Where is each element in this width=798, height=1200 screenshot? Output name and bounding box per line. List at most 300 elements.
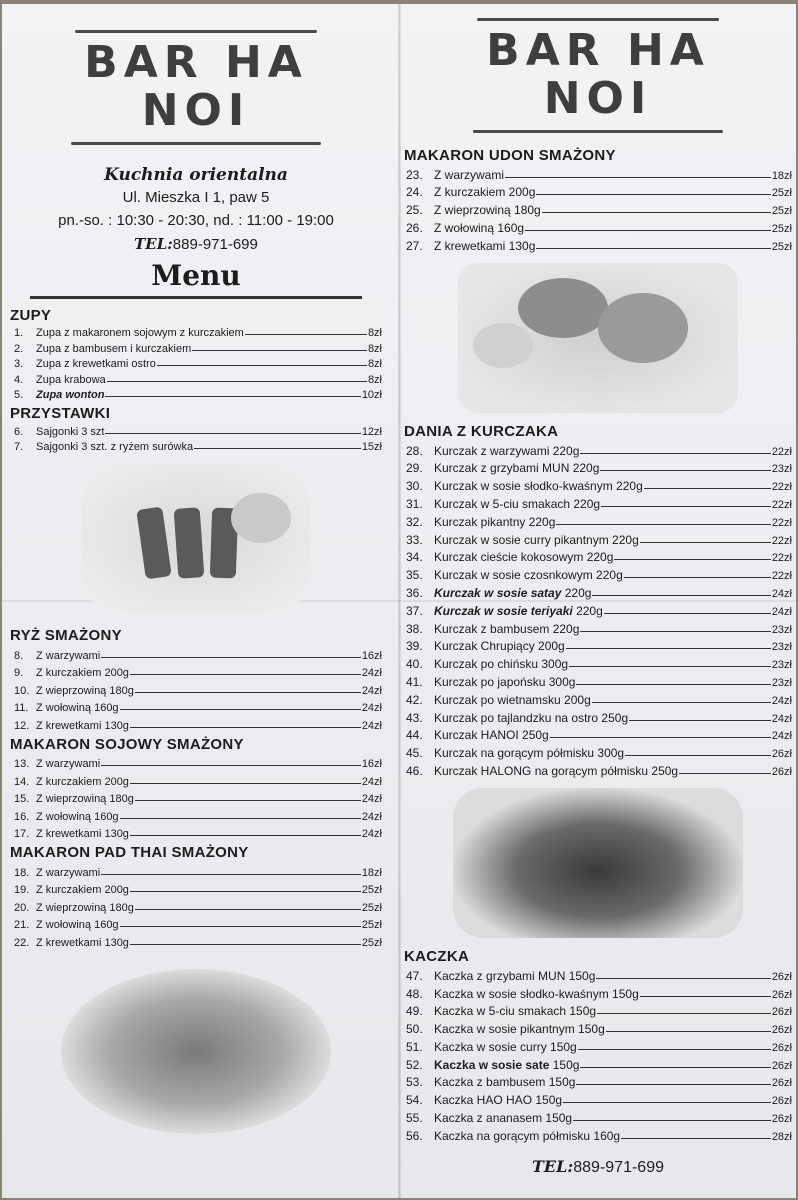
- item-number: 4.: [14, 373, 24, 386]
- item-name-text: Kaczka HAO HAO 150g: [434, 1093, 563, 1108]
- item-name: [434, 1040, 577, 1054]
- leader-line: [600, 470, 770, 471]
- leader-line: [640, 542, 771, 543]
- item-name: [36, 919, 119, 931]
- item-number: 13.: [14, 758, 30, 771]
- menu-item: [404, 564, 792, 582]
- leader-line: [569, 666, 771, 667]
- leader-line: [606, 1031, 771, 1032]
- item-price: 24zł: [361, 684, 382, 697]
- item-name: [434, 1111, 572, 1125]
- item-number: 6.: [14, 425, 24, 438]
- item-name-text: Kurczak w sosie czosnkowym 220g: [434, 568, 623, 583]
- item-name-text: Kurczak w sosie curry pikantnym 220g: [434, 532, 639, 547]
- menu-item: [404, 199, 792, 217]
- menu-item: [10, 386, 382, 402]
- item-price: 22zł: [771, 552, 792, 565]
- item-name: [36, 828, 129, 840]
- menu-item: [10, 339, 382, 355]
- item-name: [36, 685, 134, 697]
- item-name-text: Z wieprzowiną 180g: [36, 684, 134, 697]
- leader-line: [101, 657, 361, 658]
- menu-item: [404, 636, 792, 654]
- item-number: 27.: [406, 238, 423, 253]
- item-price: 18zł: [361, 866, 382, 879]
- item-name-text: Kaczka w 5-ciu smakach 150g: [434, 1004, 597, 1019]
- menu-item: [404, 1036, 792, 1054]
- item-name: [36, 374, 106, 386]
- item-number: 54.: [406, 1093, 423, 1108]
- item-name: [36, 650, 100, 662]
- item-price: 24zł: [361, 810, 382, 823]
- section-title-ryz: RYŻ SMAŻONY: [10, 627, 122, 645]
- menu-item: [404, 511, 792, 529]
- item-number: 34.: [406, 550, 423, 565]
- leader-line: [120, 926, 361, 927]
- item-number: 40.: [406, 657, 423, 672]
- section-title-zupy: ZUPY: [10, 306, 52, 324]
- item-price: 24zł: [361, 719, 382, 732]
- leader-line: [640, 996, 771, 997]
- item-number: 28.: [406, 443, 423, 458]
- menu-item: [404, 983, 792, 1001]
- leader-line: [580, 1067, 770, 1068]
- item-price: 23zł: [771, 676, 792, 689]
- leader-line: [601, 506, 771, 507]
- menu-item: [404, 760, 792, 778]
- menu-item: [404, 653, 792, 671]
- section-title-kaczka: KACZKA: [404, 947, 470, 965]
- item-price: 26zł: [771, 765, 792, 778]
- item-number: 33.: [406, 532, 423, 547]
- item-price: 16zł: [361, 758, 382, 771]
- menu-item: [10, 438, 382, 454]
- item-name-text: Z krewetkami 130g: [36, 828, 129, 841]
- item-name-text: Kurczak z grzybami MUN 220g: [434, 461, 600, 476]
- menu-item: [404, 1125, 792, 1143]
- item-number: 14.: [14, 775, 30, 788]
- item-name: [434, 987, 639, 1001]
- item-name: [36, 758, 100, 770]
- item-name: [434, 461, 599, 475]
- item-name-text: Kurczak Chrupiący 200g: [434, 639, 565, 654]
- leader-line: [135, 692, 361, 693]
- item-name-text: Kaczka z grzybami MUN 150g: [434, 968, 596, 983]
- item-number: 37.: [406, 603, 423, 618]
- leader-line: [101, 874, 361, 875]
- item-price: 16zł: [361, 649, 382, 662]
- item-price: 24zł: [361, 828, 382, 841]
- address: Ul. Mieszka I 1, paw 5: [122, 188, 270, 206]
- item-number: 55.: [406, 1111, 423, 1126]
- leader-line: [245, 334, 367, 335]
- item-name-text: Zupa z krewetkami ostro: [36, 358, 156, 371]
- leader-line: [604, 613, 771, 614]
- item-name: [434, 1058, 579, 1072]
- item-name: [434, 221, 524, 235]
- item-price: 25zł: [361, 884, 382, 897]
- menu-item: [404, 529, 792, 547]
- item-name-text: Z krewetkami 130g: [36, 719, 129, 732]
- leader-line: [592, 702, 771, 703]
- item-name: [434, 168, 504, 182]
- item-name-text: Zupa wonton: [36, 389, 105, 402]
- item-name-text: Kurczak w sosie słodko-kwaśnym 220g: [434, 479, 643, 494]
- menu-item: [404, 1018, 792, 1036]
- item-number: 25.: [406, 203, 423, 218]
- item-price: 26zł: [771, 1006, 792, 1019]
- section-title-padthai: MAKARON PAD THAI SMAŻONY: [10, 844, 249, 862]
- item-name-text: Z kurczakiem 200g: [36, 667, 129, 680]
- item-price: 24zł: [771, 694, 792, 707]
- leader-line: [578, 1049, 771, 1050]
- item-name: [434, 533, 639, 547]
- item-number: 16.: [14, 810, 30, 823]
- item-price: 15zł: [361, 441, 382, 454]
- leader-line: [597, 1013, 771, 1014]
- menu-item: [404, 600, 792, 618]
- item-price: 10zł: [361, 389, 382, 402]
- menu-item: [10, 714, 382, 732]
- item-number: 48.: [406, 986, 423, 1001]
- item-name-text: Z krewetkami 130g: [434, 238, 536, 253]
- item-name: [434, 568, 623, 582]
- item-price: 24zł: [771, 587, 792, 600]
- item-price: 23zł: [771, 463, 792, 476]
- item-name-text: Kurczak pikantny 220g: [434, 514, 556, 529]
- item-price: 8zł: [367, 373, 382, 386]
- item-price: 26zł: [771, 1095, 792, 1108]
- section-title-udon: MAKARON UDON SMAŻONY: [404, 146, 616, 164]
- item-name-text: Z wołowiną 160g: [36, 810, 119, 823]
- menu-item: [404, 235, 792, 253]
- item-price: 23zł: [771, 659, 792, 672]
- leader-line: [505, 177, 771, 178]
- item-price: 26zł: [771, 1113, 792, 1126]
- item-number: 35.: [406, 568, 423, 583]
- leader-line: [120, 818, 361, 819]
- item-price: 18zł: [771, 169, 792, 182]
- menu-item: [10, 879, 382, 897]
- item-name: [434, 604, 603, 618]
- item-name: [36, 343, 191, 355]
- item-price: 26zł: [771, 988, 792, 1001]
- menu-item: [10, 823, 382, 841]
- item-weight: 220g: [572, 603, 603, 618]
- item-name-text: Kurczak po wietnamsku 200g: [434, 692, 591, 707]
- item-price: 24zł: [361, 775, 382, 788]
- menu-item: [404, 493, 792, 511]
- leader-line: [556, 524, 770, 525]
- fried-chicken-photo: [458, 263, 738, 413]
- leader-line: [580, 631, 770, 632]
- item-name: [36, 937, 129, 949]
- menu-item: [404, 707, 792, 725]
- menu-item: [404, 217, 792, 235]
- item-number: 9.: [14, 667, 24, 680]
- item-number: 30.: [406, 479, 423, 494]
- item-price: 24zł: [361, 667, 382, 680]
- item-number: 8.: [14, 649, 24, 662]
- item-name: [434, 764, 678, 778]
- item-number: 12.: [14, 719, 30, 732]
- item-name: [36, 776, 129, 788]
- item-price: 22zł: [771, 445, 792, 458]
- menu-item: [10, 931, 382, 949]
- tel-label: TEL:: [134, 234, 173, 253]
- menu-item: [404, 1001, 792, 1019]
- menu-item: [404, 742, 792, 760]
- item-number: 19.: [14, 884, 30, 897]
- leader-line: [644, 488, 771, 489]
- leader-line: [130, 944, 361, 945]
- leader-line: [576, 684, 770, 685]
- tel-number: 889-971-699: [172, 235, 258, 253]
- item-name-text: Zupa krabowa: [36, 373, 106, 386]
- item-number: 49.: [406, 1004, 423, 1019]
- leader-line: [536, 194, 770, 195]
- list-kurczak: [404, 440, 792, 778]
- item-name-text: Kaczka w sosie sate: [434, 1057, 550, 1072]
- item-price: 23zł: [771, 623, 792, 636]
- menu-item: [10, 770, 382, 788]
- item-number: 44.: [406, 728, 423, 743]
- item-number: 7.: [14, 441, 24, 454]
- item-price: 22zł: [771, 481, 792, 494]
- item-name-text: Kaczka na gorącym półmisku 160g: [434, 1128, 621, 1143]
- section-title-przystawki: PRZYSTAWKI: [10, 405, 111, 423]
- item-price: 26zł: [771, 748, 792, 761]
- leader-line: [194, 448, 361, 449]
- item-name-text: Kurczak HALONG na gorącym półmisku 250g: [434, 763, 679, 778]
- item-number: 15.: [14, 793, 30, 806]
- item-price: 26zł: [771, 1059, 792, 1072]
- item-name: [36, 811, 119, 823]
- item-price: 23zł: [771, 641, 792, 654]
- item-name: [434, 444, 579, 458]
- item-name: [434, 639, 565, 653]
- leader-line: [536, 248, 770, 249]
- item-number: 26.: [406, 220, 423, 235]
- item-number: 17.: [14, 828, 30, 841]
- subtitle: Kuchnia orientalna: [104, 164, 288, 185]
- menu-item: [10, 697, 382, 715]
- leader-line: [192, 350, 367, 351]
- leader-line: [157, 365, 367, 366]
- item-number: 31.: [406, 496, 423, 511]
- leader-line: [573, 1120, 771, 1121]
- leader-line: [105, 396, 360, 397]
- item-name-text: Kurczak w sosie teriyaki: [434, 603, 573, 618]
- item-name-text: Z wołowiną 160g: [36, 702, 119, 715]
- menu-item: [10, 679, 382, 697]
- right-column: [404, 18, 792, 1177]
- item-name: [434, 515, 555, 529]
- item-name-text: Z krewetkami 130g: [36, 936, 129, 949]
- leader-line: [105, 433, 360, 434]
- item-price: 24zł: [361, 702, 382, 715]
- menu-item: [10, 370, 382, 386]
- menu-item: [10, 355, 382, 371]
- item-number: 32.: [406, 514, 423, 529]
- item-price: 24zł: [361, 793, 382, 806]
- item-name: [36, 667, 129, 679]
- item-number: 21.: [14, 919, 30, 932]
- item-price: 26zł: [771, 1077, 792, 1090]
- leader-line: [629, 720, 771, 721]
- leader-line: [596, 978, 770, 979]
- item-price: 25zł: [771, 222, 792, 235]
- item-name-text: Z kurczakiem 200g: [36, 884, 129, 897]
- leader-line: [679, 773, 771, 774]
- item-name: [434, 185, 535, 199]
- leader-line: [550, 737, 771, 738]
- menu-item: [404, 547, 792, 565]
- logo-right: [453, 18, 743, 133]
- item-number: 11.: [14, 702, 29, 715]
- item-name-text: Kaczka w sosie słodko-kwaśnym 150g: [434, 986, 639, 1001]
- logo: [51, 30, 341, 145]
- item-name: [36, 327, 244, 339]
- item-name: [434, 479, 643, 493]
- left-column: [10, 30, 382, 1144]
- item-number: 39.: [406, 639, 423, 654]
- item-weight: 150g: [549, 1057, 580, 1072]
- brand-name-right: BAR HA NOI: [486, 25, 710, 125]
- item-price: 26zł: [771, 970, 792, 983]
- menu-item: [10, 788, 382, 806]
- item-price: 26zł: [771, 1024, 792, 1037]
- item-number: 45.: [406, 746, 423, 761]
- item-name-text: Kaczka w sosie pikantnym 150g: [434, 1022, 605, 1037]
- item-price: 25zł: [771, 205, 792, 218]
- phone: [10, 235, 382, 253]
- item-number: 47.: [406, 968, 423, 983]
- leader-line: [120, 709, 361, 710]
- item-name-text: Z wieprzowiną 180g: [434, 203, 541, 218]
- item-number: 23.: [406, 167, 423, 182]
- menu-item: [404, 164, 792, 182]
- item-number: 22.: [14, 936, 30, 949]
- spring-rolls-photo: [81, 463, 311, 613]
- item-name: [36, 441, 193, 453]
- item-price: 8zł: [367, 327, 382, 340]
- menu-item: [10, 914, 382, 932]
- item-name-text: Z wieprzowiną 180g: [36, 793, 134, 806]
- item-name: [36, 720, 129, 732]
- item-name-text: Kurczak z warzywami 220g: [434, 443, 580, 458]
- item-name: [434, 203, 541, 217]
- menu-item: [10, 422, 382, 438]
- leader-line: [130, 783, 361, 784]
- item-price: 25zł: [361, 936, 382, 949]
- item-number: 29.: [406, 461, 423, 476]
- menu-item: [10, 805, 382, 823]
- item-name-text: Kaczka z ananasem 150g: [434, 1111, 573, 1126]
- item-price: 28zł: [771, 1130, 792, 1143]
- item-price: 24zł: [771, 605, 792, 618]
- item-name-text: Z wołowiną 160g: [434, 220, 525, 235]
- leader-line: [625, 755, 771, 756]
- item-number: 5.: [14, 389, 24, 402]
- item-price: 25zł: [771, 240, 792, 253]
- item-name-text: Z kurczakiem 200g: [36, 775, 129, 788]
- menu-item: [404, 725, 792, 743]
- leader-line: [135, 909, 361, 910]
- item-number: 51.: [406, 1039, 423, 1054]
- item-name: [434, 657, 568, 671]
- item-name-text: Sajgonki 3 szt: [36, 425, 105, 438]
- item-price: 25zł: [771, 187, 792, 200]
- menu-item: [404, 440, 792, 458]
- item-weight: 220g: [561, 585, 592, 600]
- item-name-text: Kurczak HANOI 250g: [434, 728, 549, 743]
- menu-item: [10, 662, 382, 680]
- menu-item: [404, 582, 792, 600]
- leader-line: [576, 1084, 770, 1085]
- list-przystawki: [10, 422, 382, 453]
- item-number: 46.: [406, 763, 423, 778]
- item-name-text: Kurczak w sosie satay: [434, 585, 562, 600]
- item-name: [434, 1004, 596, 1018]
- item-price: 25zł: [361, 919, 382, 932]
- item-name: [434, 497, 600, 511]
- leader-line: [580, 453, 770, 454]
- item-name-text: Kaczka w sosie curry 150g: [434, 1039, 577, 1054]
- leader-line: [614, 559, 770, 560]
- leader-line: [130, 727, 361, 728]
- item-price: 25zł: [361, 901, 382, 914]
- leader-line: [101, 765, 361, 766]
- section-title-kurczak: DANIA Z KURCZAKA: [404, 422, 559, 440]
- item-name-text: Kurczak z bambusem 220g: [434, 621, 580, 636]
- menu-item: [10, 644, 382, 662]
- item-name: [36, 884, 129, 896]
- item-number: 24.: [406, 185, 423, 200]
- menu-item: [404, 1107, 792, 1125]
- opening-hours: pn.-so. : 10:30 - 20:30, nd. : 11:00 - 19:00: [58, 211, 334, 229]
- leader-line: [563, 1102, 771, 1103]
- menu-title: Menu: [151, 258, 241, 292]
- menu-item: [10, 896, 382, 914]
- item-number: 50.: [406, 1022, 423, 1037]
- item-price: 22zł: [771, 570, 792, 583]
- item-name: [36, 702, 119, 714]
- item-name: [434, 675, 575, 689]
- section-title-sojowy: MAKARON SOJOWY SMAŻONY: [10, 735, 244, 753]
- menu-item: [404, 965, 792, 983]
- item-price: 24zł: [771, 730, 792, 743]
- item-number: 2.: [14, 342, 24, 355]
- item-number: 10.: [14, 684, 30, 697]
- item-name-text: Z warzywami: [36, 866, 101, 879]
- item-name: [36, 867, 100, 879]
- item-price: 8zł: [367, 342, 382, 355]
- brand-name: BAR HA NOI: [84, 37, 308, 137]
- item-name-text: Kurczak na gorącym półmisku 300g: [434, 746, 625, 761]
- item-name: [36, 358, 156, 370]
- item-name-text: Sajgonki 3 szt. z ryżem surówka: [36, 441, 194, 454]
- item-number: 1.: [14, 327, 24, 340]
- item-name: [36, 426, 104, 438]
- item-name: [434, 711, 628, 725]
- item-price: 24zł: [771, 712, 792, 725]
- leader-line: [130, 674, 361, 675]
- item-name: [434, 728, 549, 742]
- item-name-text: Z wołowiną 160g: [36, 919, 119, 932]
- menu-item: [10, 753, 382, 771]
- leader-line: [130, 835, 361, 836]
